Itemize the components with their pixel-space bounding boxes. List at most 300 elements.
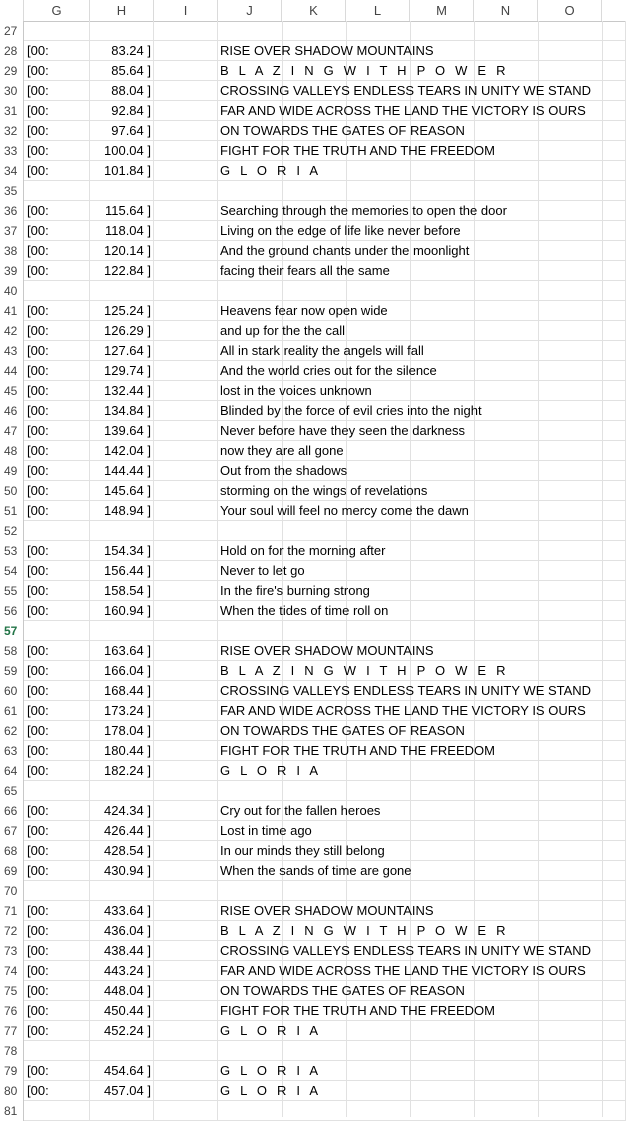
row-header[interactable]: 74 (0, 961, 24, 981)
cell-h[interactable]: 173.24 ] (90, 701, 154, 721)
cell-h[interactable]: 122.84 ] (90, 261, 154, 281)
cell-j[interactable]: and up for the the call (218, 321, 626, 341)
cell-j[interactable]: FIGHT FOR THE TRUTH AND THE FREEDOM (218, 1001, 626, 1021)
cell-g[interactable]: [00: (24, 441, 90, 461)
cell-h[interactable]: 101.84 ] (90, 161, 154, 181)
cell-h[interactable]: 88.04 ] (90, 81, 154, 101)
cell-g[interactable]: [00: (24, 641, 90, 661)
cell-i[interactable] (154, 61, 218, 81)
cell-i[interactable] (154, 821, 218, 841)
cell-i[interactable] (154, 741, 218, 761)
cell-j[interactable]: All in stark reality the angels will fall (218, 341, 626, 361)
row-header[interactable]: 61 (0, 701, 24, 721)
cell-g[interactable]: [00: (24, 321, 90, 341)
cell-i[interactable] (154, 1061, 218, 1081)
cell-j[interactable]: FAR AND WIDE ACROSS THE LAND THE VICTORY IS OURS (218, 701, 626, 721)
cell-h[interactable]: 83.24 ] (90, 41, 154, 61)
cell-i[interactable] (154, 701, 218, 721)
cell-g[interactable]: [00: (24, 141, 90, 161)
row-header[interactable]: 75 (0, 981, 24, 1001)
cell-i[interactable] (154, 681, 218, 701)
table-row (0, 721, 626, 741)
cell-j[interactable]: ON TOWARDS THE GATES OF REASON (218, 121, 626, 141)
cell-g[interactable]: [00: (24, 341, 90, 361)
cell-g[interactable]: [00: (24, 561, 90, 581)
cell-h[interactable]: 424.34 ] (90, 801, 154, 821)
cell-h[interactable] (90, 1041, 154, 1061)
cell-h[interactable]: 158.54 ] (90, 581, 154, 601)
cell-j[interactable]: CROSSING VALLEYS ENDLESS TEARS IN UNITY WE STAND (218, 81, 626, 101)
cell-i[interactable] (154, 241, 218, 261)
cell-j[interactable]: Blinded by the force of evil cries into the night (218, 401, 626, 421)
row-header[interactable]: 48 (0, 441, 24, 461)
row-header[interactable]: 31 (0, 101, 24, 121)
cell-h[interactable]: 436.04 ] (90, 921, 154, 941)
cell-i[interactable] (154, 581, 218, 601)
cell-i[interactable] (154, 501, 218, 521)
cell-g[interactable]: [00: (24, 961, 90, 981)
cell-g[interactable]: [00: (24, 741, 90, 761)
cell-i[interactable] (154, 761, 218, 781)
cell-g[interactable]: [00: (24, 61, 90, 81)
cell-j[interactable]: And the world cries out for the silence (218, 361, 626, 381)
cell-j[interactable]: Never to let go (218, 561, 626, 581)
cell-h[interactable]: 127.64 ] (90, 341, 154, 361)
cell-h[interactable] (90, 521, 154, 541)
cell-i[interactable] (154, 461, 218, 481)
row-header[interactable]: 52 (0, 521, 24, 541)
cell-j[interactable]: And the ground chants under the moonlight (218, 241, 626, 261)
cell-i[interactable] (154, 881, 218, 901)
cell-j[interactable]: RISE OVER SHADOW MOUNTAINS (218, 901, 626, 921)
row-header[interactable]: 39 (0, 261, 24, 281)
cell-h[interactable]: 100.04 ] (90, 141, 154, 161)
row-header[interactable]: 57 (0, 621, 24, 641)
cell-g[interactable]: [00: (24, 41, 90, 61)
cell-i[interactable] (154, 341, 218, 361)
cell-j[interactable] (218, 881, 626, 901)
cell-j[interactable]: G L O R I A (218, 761, 626, 781)
cell-h[interactable]: 145.64 ] (90, 481, 154, 501)
cell-h[interactable] (90, 621, 154, 641)
cell-i[interactable] (154, 1101, 218, 1121)
cell-j[interactable] (218, 521, 626, 541)
cell-g[interactable]: [00: (24, 201, 90, 221)
row-header[interactable]: 55 (0, 581, 24, 601)
cell-h[interactable]: 454.64 ] (90, 1061, 154, 1081)
cell-i[interactable] (154, 521, 218, 541)
row-header[interactable]: 27 (0, 21, 24, 41)
cell-j[interactable]: now they are all gone (218, 441, 626, 461)
cell-h[interactable]: 142.04 ] (90, 441, 154, 461)
cell-g[interactable] (24, 521, 90, 541)
row-header[interactable]: 34 (0, 161, 24, 181)
cell-j[interactable] (218, 1041, 626, 1061)
row-header[interactable]: 60 (0, 681, 24, 701)
row-header[interactable]: 36 (0, 201, 24, 221)
cell-i[interactable] (154, 161, 218, 181)
row-header[interactable]: 44 (0, 361, 24, 381)
table-row (0, 601, 626, 621)
cell-j[interactable]: storming on the wings of revelations (218, 481, 626, 501)
cell-g[interactable] (24, 1101, 90, 1121)
cell-i[interactable] (154, 861, 218, 881)
row-header[interactable]: 54 (0, 561, 24, 581)
cell-j[interactable]: G L O R I A (218, 1061, 626, 1081)
row-header[interactable]: 59 (0, 661, 24, 681)
cell-h[interactable] (90, 781, 154, 801)
cell-i[interactable] (154, 801, 218, 821)
cell-j[interactable]: Heavens fear now open wide (218, 301, 626, 321)
cell-j[interactable] (218, 281, 626, 301)
row-header[interactable]: 73 (0, 941, 24, 961)
cell-i[interactable] (154, 961, 218, 981)
cell-h[interactable]: 452.24 ] (90, 1021, 154, 1041)
cell-i[interactable] (154, 301, 218, 321)
cell-j[interactable]: When the sands of time are gone (218, 861, 626, 881)
table-row (0, 1041, 626, 1061)
cell-g[interactable]: [00: (24, 361, 90, 381)
cell-h[interactable]: 450.44 ] (90, 1001, 154, 1021)
cell-j[interactable]: B L A Z I N G W I T H P O W E R (218, 661, 626, 681)
cell-i[interactable] (154, 281, 218, 301)
cell-g[interactable]: [00: (24, 481, 90, 501)
cell-g[interactable]: [00: (24, 421, 90, 441)
cell-h[interactable]: 166.04 ] (90, 661, 154, 681)
cell-i[interactable] (154, 21, 218, 41)
row-header[interactable]: 56 (0, 601, 24, 621)
cell-j[interactable]: Hold on for the morning after (218, 541, 626, 561)
cell-i[interactable] (154, 361, 218, 381)
table-row (0, 301, 626, 321)
cell-i[interactable] (154, 421, 218, 441)
row-header[interactable]: 65 (0, 781, 24, 801)
cell-i[interactable] (154, 941, 218, 961)
cell-h[interactable]: 134.84 ] (90, 401, 154, 421)
column-header-l[interactable]: L (346, 0, 410, 21)
cell-h[interactable]: 182.24 ] (90, 761, 154, 781)
cell-i[interactable] (154, 781, 218, 801)
cell-h[interactable] (90, 1101, 154, 1121)
cell-g[interactable]: [00: (24, 81, 90, 101)
cell-j[interactable] (218, 781, 626, 801)
cell-i[interactable] (154, 1041, 218, 1061)
cell-j[interactable]: In our minds they still belong (218, 841, 626, 861)
cell-g[interactable]: [00: (24, 901, 90, 921)
cell-g[interactable]: [00: (24, 401, 90, 421)
row-header[interactable]: 46 (0, 401, 24, 421)
cell-i[interactable] (154, 321, 218, 341)
cell-i[interactable] (154, 981, 218, 1001)
cell-h[interactable]: 125.24 ] (90, 301, 154, 321)
cell-j[interactable]: FAR AND WIDE ACROSS THE LAND THE VICTORY IS OURS (218, 961, 626, 981)
column-header-j[interactable]: J (218, 0, 282, 21)
select-all-corner[interactable] (0, 0, 24, 21)
cell-g[interactable]: [00: (24, 1061, 90, 1081)
column-header-k[interactable]: K (282, 0, 346, 21)
cell-g[interactable]: [00: (24, 461, 90, 481)
table-row (0, 441, 626, 461)
row-header[interactable]: 51 (0, 501, 24, 521)
cell-h[interactable]: 126.29 ] (90, 321, 154, 341)
cell-g[interactable]: [00: (24, 541, 90, 561)
row-header[interactable]: 43 (0, 341, 24, 361)
cell-g[interactable]: [00: (24, 1001, 90, 1021)
cell-h[interactable]: 180.44 ] (90, 741, 154, 761)
cell-j[interactable] (218, 21, 626, 41)
row-header[interactable]: 64 (0, 761, 24, 781)
row-header[interactable]: 29 (0, 61, 24, 81)
table-row (0, 881, 626, 901)
cell-h[interactable]: 428.54 ] (90, 841, 154, 861)
row-header[interactable]: 63 (0, 741, 24, 761)
cell-g[interactable]: [00: (24, 921, 90, 941)
table-row (0, 1081, 626, 1101)
cell-h[interactable]: 144.44 ] (90, 461, 154, 481)
table-row (0, 261, 626, 281)
cell-h[interactable]: 115.64 ] (90, 201, 154, 221)
cell-j[interactable]: G L O R I A (218, 1081, 626, 1101)
cell-g[interactable]: [00: (24, 381, 90, 401)
cell-g[interactable]: [00: (24, 121, 90, 141)
row-header[interactable]: 67 (0, 821, 24, 841)
cell-g[interactable]: [00: (24, 101, 90, 121)
cell-h[interactable]: 92.84 ] (90, 101, 154, 121)
cell-j[interactable] (218, 1101, 626, 1121)
cell-i[interactable] (154, 121, 218, 141)
cell-g[interactable]: [00: (24, 941, 90, 961)
row-header[interactable]: 53 (0, 541, 24, 561)
row-header[interactable]: 30 (0, 81, 24, 101)
cell-j[interactable]: Lost in time ago (218, 821, 626, 841)
row-header[interactable]: 58 (0, 641, 24, 661)
cell-j[interactable]: G L O R I A (218, 1021, 626, 1041)
cell-i[interactable] (154, 621, 218, 641)
cell-g[interactable]: [00: (24, 821, 90, 841)
cell-i[interactable] (154, 81, 218, 101)
cell-h[interactable]: 132.44 ] (90, 381, 154, 401)
cell-i[interactable] (154, 561, 218, 581)
cell-j[interactable]: Cry out for the fallen heroes (218, 801, 626, 821)
cell-g[interactable]: [00: (24, 981, 90, 1001)
row-header[interactable]: 76 (0, 1001, 24, 1021)
row-header[interactable]: 49 (0, 461, 24, 481)
cell-h[interactable] (90, 181, 154, 201)
cell-i[interactable] (154, 641, 218, 661)
cell-j[interactable]: When the tides of time roll on (218, 601, 626, 621)
cell-j[interactable]: Never before have they seen the darkness (218, 421, 626, 441)
cell-h[interactable]: 457.04 ] (90, 1081, 154, 1101)
table-row (0, 381, 626, 401)
cell-j[interactable]: facing their fears all the same (218, 261, 626, 281)
cell-g[interactable]: [00: (24, 581, 90, 601)
cell-j[interactable]: Out from the shadows (218, 461, 626, 481)
cell-j[interactable]: CROSSING VALLEYS ENDLESS TEARS IN UNITY WE STAND (218, 681, 626, 701)
row-header[interactable]: 77 (0, 1021, 24, 1041)
table-row (0, 401, 626, 421)
cell-i[interactable] (154, 381, 218, 401)
cell-j[interactable] (218, 621, 626, 641)
cell-i[interactable] (154, 481, 218, 501)
row-header[interactable]: 69 (0, 861, 24, 881)
cell-g[interactable]: [00: (24, 701, 90, 721)
row-header[interactable]: 38 (0, 241, 24, 261)
table-row (0, 541, 626, 561)
row-header[interactable]: 40 (0, 281, 24, 301)
column-header-m[interactable]: M (410, 0, 474, 21)
cell-g[interactable]: [00: (24, 841, 90, 861)
row-header[interactable]: 41 (0, 301, 24, 321)
row-header[interactable]: 37 (0, 221, 24, 241)
cell-i[interactable] (154, 441, 218, 461)
cell-i[interactable] (154, 141, 218, 161)
cell-g[interactable]: [00: (24, 1081, 90, 1101)
cell-i[interactable] (154, 901, 218, 921)
cell-j[interactable]: B L A Z I N G W I T H P O W E R (218, 61, 626, 81)
cell-g[interactable]: [00: (24, 661, 90, 681)
cell-i[interactable] (154, 661, 218, 681)
row-header[interactable]: 42 (0, 321, 24, 341)
cell-h[interactable]: 443.24 ] (90, 961, 154, 981)
row-header[interactable]: 62 (0, 721, 24, 741)
cell-h[interactable]: 433.64 ] (90, 901, 154, 921)
cell-j[interactable]: Your soul will feel no mercy come the dawn (218, 501, 626, 521)
cell-g[interactable] (24, 621, 90, 641)
cell-j[interactable]: Searching through the memories to open the door (218, 201, 626, 221)
row-header[interactable]: 35 (0, 181, 24, 201)
row-header[interactable]: 68 (0, 841, 24, 861)
cell-i[interactable] (154, 261, 218, 281)
cell-h[interactable]: 120.14 ] (90, 241, 154, 261)
row-header[interactable]: 80 (0, 1081, 24, 1101)
cell-i[interactable] (154, 1001, 218, 1021)
cell-i[interactable] (154, 101, 218, 121)
cell-h[interactable]: 85.64 ] (90, 61, 154, 81)
cell-h[interactable]: 129.74 ] (90, 361, 154, 381)
row-header[interactable]: 47 (0, 421, 24, 441)
cell-g[interactable] (24, 181, 90, 201)
cell-h[interactable]: 430.94 ] (90, 861, 154, 881)
row-header[interactable]: 28 (0, 41, 24, 61)
cell-g[interactable] (24, 881, 90, 901)
column-header-n[interactable]: N (474, 0, 538, 21)
cell-g[interactable] (24, 21, 90, 41)
cell-g[interactable]: [00: (24, 161, 90, 181)
cell-j[interactable]: FIGHT FOR THE TRUTH AND THE FREEDOM (218, 141, 626, 161)
column-header-o[interactable]: O (538, 0, 602, 21)
cell-h[interactable]: 139.64 ] (90, 421, 154, 441)
column-header-h[interactable]: H (90, 0, 154, 21)
cell-h[interactable]: 163.64 ] (90, 641, 154, 661)
cell-g[interactable]: [00: (24, 801, 90, 821)
cell-h[interactable]: 148.94 ] (90, 501, 154, 521)
row-header[interactable]: 66 (0, 801, 24, 821)
cell-h[interactable]: 426.44 ] (90, 821, 154, 841)
cell-h[interactable]: 178.04 ] (90, 721, 154, 741)
cell-h[interactable]: 156.44 ] (90, 561, 154, 581)
cell-h[interactable]: 438.44 ] (90, 941, 154, 961)
cell-j[interactable]: RISE OVER SHADOW MOUNTAINS (218, 41, 626, 61)
row-header[interactable]: 45 (0, 381, 24, 401)
cell-i[interactable] (154, 401, 218, 421)
table-row (0, 361, 626, 381)
cell-h[interactable]: 448.04 ] (90, 981, 154, 1001)
row-header[interactable]: 78 (0, 1041, 24, 1061)
cell-g[interactable]: [00: (24, 261, 90, 281)
cell-h[interactable] (90, 881, 154, 901)
cell-j[interactable]: In the fire's burning strong (218, 581, 626, 601)
cell-i[interactable] (154, 221, 218, 241)
cell-j[interactable]: Living on the edge of life like never before (218, 221, 626, 241)
cell-g[interactable]: [00: (24, 501, 90, 521)
cell-h[interactable] (90, 21, 154, 41)
table-row (0, 801, 626, 821)
cell-j[interactable] (218, 181, 626, 201)
table-row (0, 641, 626, 661)
row-header[interactable]: 72 (0, 921, 24, 941)
cell-g[interactable]: [00: (24, 681, 90, 701)
cell-i[interactable] (154, 1021, 218, 1041)
cell-g[interactable]: [00: (24, 1021, 90, 1041)
row-header[interactable]: 50 (0, 481, 24, 501)
cell-i[interactable] (154, 921, 218, 941)
row-header[interactable]: 32 (0, 121, 24, 141)
cell-i[interactable] (154, 541, 218, 561)
column-header-i[interactable]: I (154, 0, 218, 21)
cell-j[interactable]: CROSSING VALLEYS ENDLESS TEARS IN UNITY WE STAND (218, 941, 626, 961)
cell-h[interactable]: 154.34 ] (90, 541, 154, 561)
cell-h[interactable]: 97.64 ] (90, 121, 154, 141)
row-header[interactable]: 81 (0, 1101, 24, 1121)
cell-j[interactable]: FIGHT FOR THE TRUTH AND THE FREEDOM (218, 741, 626, 761)
cell-i[interactable] (154, 601, 218, 621)
cell-i[interactable] (154, 721, 218, 741)
row-header[interactable]: 70 (0, 881, 24, 901)
column-header-g[interactable]: G (24, 0, 90, 21)
cell-j[interactable]: ON TOWARDS THE GATES OF REASON (218, 721, 626, 741)
cell-g[interactable]: [00: (24, 761, 90, 781)
cell-i[interactable] (154, 41, 218, 61)
cell-g[interactable]: [00: (24, 861, 90, 881)
cell-j[interactable]: G L O R I A (218, 161, 626, 181)
cell-i[interactable] (154, 181, 218, 201)
cell-h[interactable]: 168.44 ] (90, 681, 154, 701)
cell-i[interactable] (154, 841, 218, 861)
row-header[interactable]: 79 (0, 1061, 24, 1081)
row-header[interactable]: 33 (0, 141, 24, 161)
cell-g[interactable]: [00: (24, 301, 90, 321)
cell-i[interactable] (154, 201, 218, 221)
cell-i[interactable] (154, 1081, 218, 1101)
cell-g[interactable]: [00: (24, 221, 90, 241)
cell-h[interactable]: 118.04 ] (90, 221, 154, 241)
cell-g[interactable]: [00: (24, 241, 90, 261)
cell-g[interactable]: [00: (24, 721, 90, 741)
cell-g[interactable]: [00: (24, 601, 90, 621)
cell-g[interactable] (24, 281, 90, 301)
cell-j[interactable]: FAR AND WIDE ACROSS THE LAND THE VICTORY IS OURS (218, 101, 626, 121)
cell-h[interactable]: 160.94 ] (90, 601, 154, 621)
row-header[interactable]: 71 (0, 901, 24, 921)
cell-h[interactable] (90, 281, 154, 301)
cell-j[interactable]: B L A Z I N G W I T H P O W E R (218, 921, 626, 941)
cell-j[interactable]: ON TOWARDS THE GATES OF REASON (218, 981, 626, 1001)
cell-j[interactable]: RISE OVER SHADOW MOUNTAINS (218, 641, 626, 661)
cell-g[interactable] (24, 1041, 90, 1061)
table-row (0, 1021, 626, 1041)
cell-j[interactable]: lost in the voices unknown (218, 381, 626, 401)
cell-g[interactable] (24, 781, 90, 801)
